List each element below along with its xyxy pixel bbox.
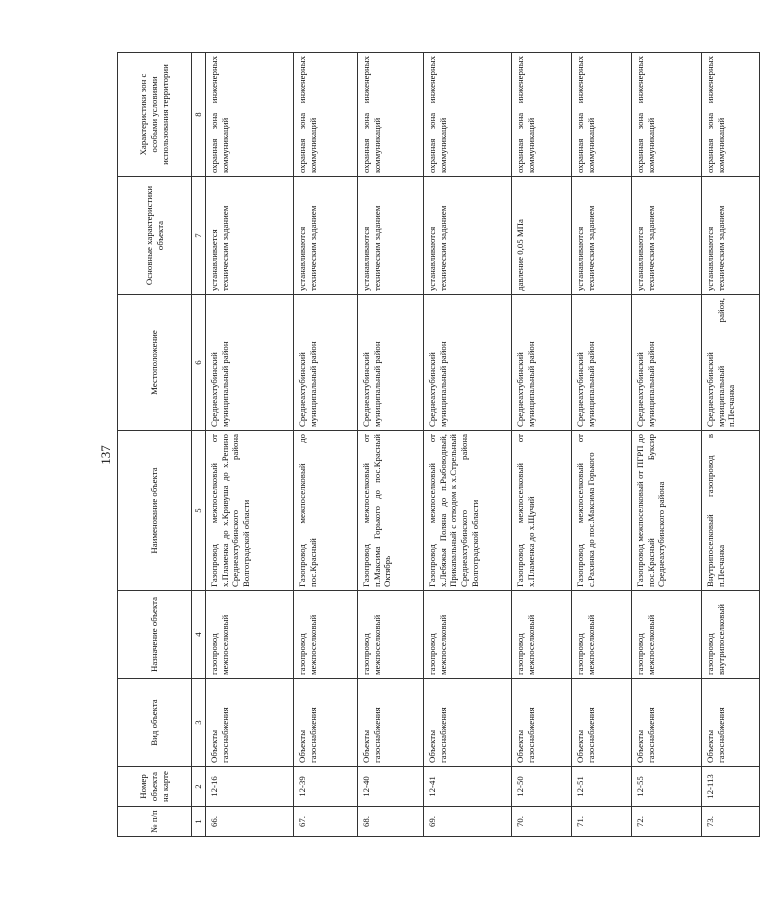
zone-characteristics: охранная зона инженерных коммуникаций [702,53,760,177]
object-name: Газопровод межпоселковый от п.Максима Горького до пос.Красный Октябрь [358,431,424,591]
object-name: Газопровод межпоселковый от ПГРП до пос.Красный Буксир Среднеахтубинского района [632,431,702,591]
object-name: Газопровод межпоселковый от с.Рахинка до пос.Максима Горького [572,431,632,591]
table-body [192,53,760,837]
zone-characteristics: охранная зона инженерных коммуникаций [358,53,424,177]
table-row [512,53,572,837]
object-characteristics: устанавливаются техническим заданием [358,177,424,295]
table-row [424,53,512,837]
column-number: 3 [192,679,206,767]
table-row [702,53,760,837]
object-kind: Объекты газоснабжения [206,679,294,767]
zone-characteristics: охранная зона инженерных коммуникаций [424,53,512,177]
object-location: Среднеахтубинский муниципальный район [512,295,572,431]
header-cell: Местоположение [118,295,192,431]
object-name: Газопровод межпоселковый от х.Лебяжья Поляна до п.Рыбоводный, Прикanальный с отводом к х.Стрельный Среднеахтубинского района Волгоградской области [424,431,512,591]
object-characteristics: давление 0,05 МПа [512,177,572,295]
header-cell: Наименование объекта [118,431,192,591]
column-number: 8 [192,53,206,177]
object-kind: Объекты газоснабжения [632,679,702,767]
column-number: 7 [192,177,206,295]
header-cell: Номер объекта на карте [118,767,192,807]
table-row [632,53,702,837]
column-number: 5 [192,431,206,591]
column-number: 1 [192,807,206,837]
object-characteristics: устанавливаются техническим заданием [294,177,358,295]
row-number: 70. [512,807,572,837]
object-kind: Объекты газоснабжения [512,679,572,767]
object-purpose: газопровод межпоселковый [206,591,294,679]
table-row [206,53,294,837]
object-location: Среднеахтубинский муниципальный район [424,295,512,431]
row-number: 71. [572,807,632,837]
table-row [358,53,424,837]
object-name: Газопровод межпоселковый до пос.Красный [294,431,358,591]
object-characteristics: устанавливаются техническим заданием [424,177,512,295]
map-code: 12-16 [206,767,294,807]
object-kind: Объекты газоснабжения [702,679,760,767]
object-kind: Объекты газоснабжения [572,679,632,767]
object-purpose: газопровод межпоселковый [358,591,424,679]
row-number: 66. [206,807,294,837]
map-code: 12-39 [294,767,358,807]
header-cell: Основные характеристики объекта [118,177,192,295]
row-number: 67. [294,807,358,837]
zone-characteristics: охранная зона инженерных коммуникаций [572,53,632,177]
zone-characteristics: охранная зона инженерных коммуникаций [512,53,572,177]
object-location: Среднеахтубинский муниципальный район, п.Песчанка [702,295,760,431]
row-number: 68. [358,807,424,837]
header-cell: Характеристики зон с особыми условиями использования территории [118,53,192,177]
header-cell: № п/п [118,807,192,837]
object-characteristics: устанавливается техническим заданием [206,177,294,295]
object-purpose: газопровод межпоселковый [294,591,358,679]
map-code: 12-113 [702,767,760,807]
column-number: 2 [192,767,206,807]
object-name: Газопровод межпоселковый от х.Пламенка до х.Кривуша до х.Репино Среднеахтубинского района Волгоградской области [206,431,294,591]
object-location: Среднеахтубинский муниципальный район [572,295,632,431]
rotated-sheet [88,45,737,855]
map-code: 12-40 [358,767,424,807]
object-kind: Объекты газоснабжения [294,679,358,767]
zone-characteristics: охранная зона инженерных коммуникаций [294,53,358,177]
object-location: Среднеахтубинский муниципальный район [294,295,358,431]
object-purpose: газопровод межпоселковый [512,591,572,679]
table-row [294,53,358,837]
column-numbers-row [192,53,206,837]
object-kind: Объекты газоснабжения [358,679,424,767]
map-code: 12-50 [512,767,572,807]
page-number: 137 [98,445,113,465]
table-row [572,53,632,837]
object-purpose: газопровод внутрипоселковый [702,591,760,679]
column-number: 4 [192,591,206,679]
map-code: 12-51 [572,767,632,807]
object-kind: Объекты газоснабжения [424,679,512,767]
row-number: 72. [632,807,702,837]
zone-characteristics: охранная зона инженерных коммуникаций [632,53,702,177]
object-name: Газопровод межпоселковый от х.Пламенка до х.Щучий [512,431,572,591]
header-cell: Вид объекта [118,679,192,767]
object-characteristics: устанавливаются техническим заданием [702,177,760,295]
row-number: 69. [424,807,512,837]
header-cell: Назначение объекта [118,591,192,679]
object-characteristics: устанавливаются техническим заданием [632,177,702,295]
object-purpose: газопровод межпоселковый [632,591,702,679]
zone-characteristics: охранная зона инженерных коммуникаций [206,53,294,177]
column-number: 6 [192,295,206,431]
object-purpose: газопровод межпоселковый [572,591,632,679]
object-location: Среднеахтубинский муниципальный район [206,295,294,431]
object-location: Среднеахтубинский муниципальный район [632,295,702,431]
object-characteristics: устанавливаются техническим заданием [572,177,632,295]
objects-table [117,52,760,837]
map-code: 12-41 [424,767,512,807]
header-row [118,53,192,837]
object-name: Внутрипоселковый газопровод в п.Песчанка [702,431,760,591]
object-purpose: газопровод межпоселковый [424,591,512,679]
object-location: Среднеахтубинский муниципальный район [358,295,424,431]
map-code: 12-55 [632,767,702,807]
row-number: 73. [702,807,760,837]
